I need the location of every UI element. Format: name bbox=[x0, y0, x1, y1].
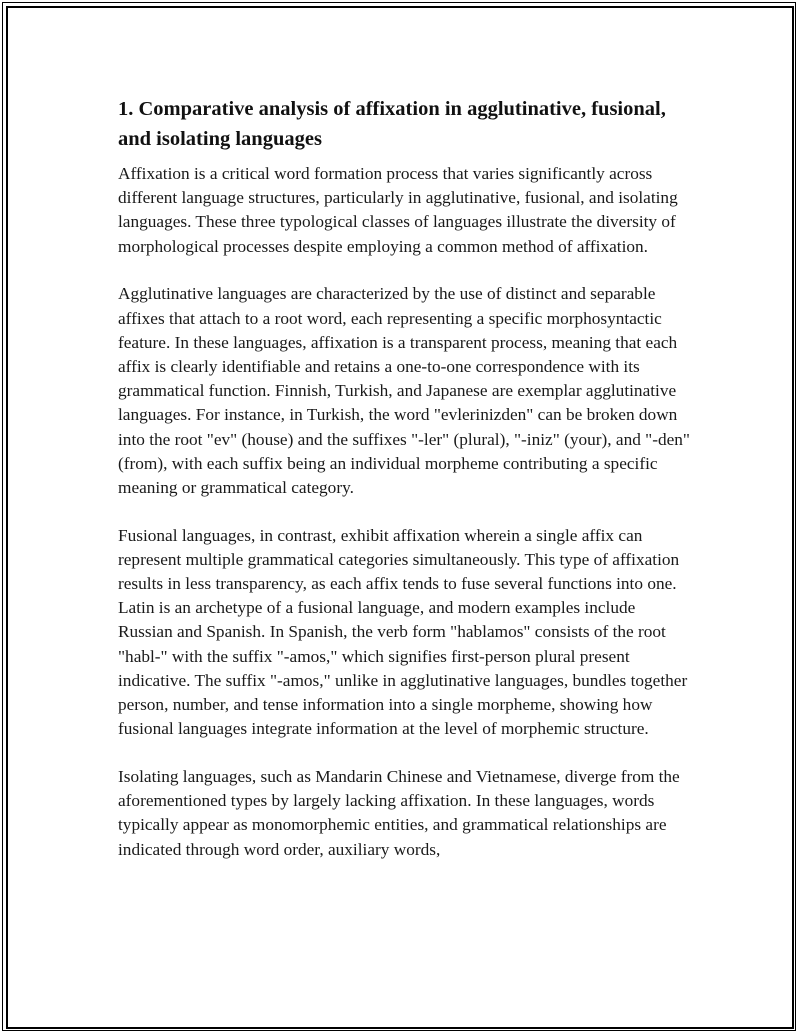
paragraph-agglutinative: Agglutinative languages are characterized by the use of distinct and separable affixes that attach to a root word, each representing a specific morphosyntactic feature. In these languages, affixation is a transparent process, meaning that each affix is clearly identifiable and retains a one-to-one correspondence with its grammatical function. Finnish, Turkish, and Japanese are exemplar agglutinative languages. For instance, in Turkish, the word "evlerinizden" can be broken down into the root "ev" (house) and the suffixes "-ler" (plural), "-iniz" (your), and "-den" (from), with each suffix being an individual morpheme contributing a specific meaning or grammatical category. bbox=[118, 284, 690, 497]
paragraph-fusional: Fusional languages, in contrast, exhibit affixation wherein a single affix can represent multiple grammatical categories simultaneously. This type of affixation results in less transparency, as each affix tends to fuse several functions into one. Latin is an archetype of a fusional language, and modern examples include Russian and Spanish. In Spanish, the verb form "hablamos" consists of the root "habl-" with the suffix "-amos," which signifies first-person plural present indicative. The suffix "-amos," unlike in agglutinative languages, bundles together person, number, and tense information into a single morpheme, showing how fusional languages integrate information at the level of morphemic structure. bbox=[118, 525, 688, 739]
section-title: 1. Comparative analysis of affixation in agglutinative, fusional, and isolating languages bbox=[118, 98, 666, 150]
paragraph-affixation-intro: Affixation is a critical word formation process that varies significantly across different language structures, particularly in agglutinative, fusional, and isolating languages. These three typological classes of languages illustrate the diversity of morphological processes despite employing a common method of affixation. bbox=[118, 164, 678, 256]
paragraph-isolating: Isolating languages, such as Mandarin Chinese and Vietnamese, diverge from the aforementioned types by largely lacking affixation. In these languages, words typically appear as monomorphemic entities, and grammatical relationships are indicated through word order, auxiliary words, bbox=[118, 766, 680, 859]
document-body bbox=[118, 94, 693, 862]
